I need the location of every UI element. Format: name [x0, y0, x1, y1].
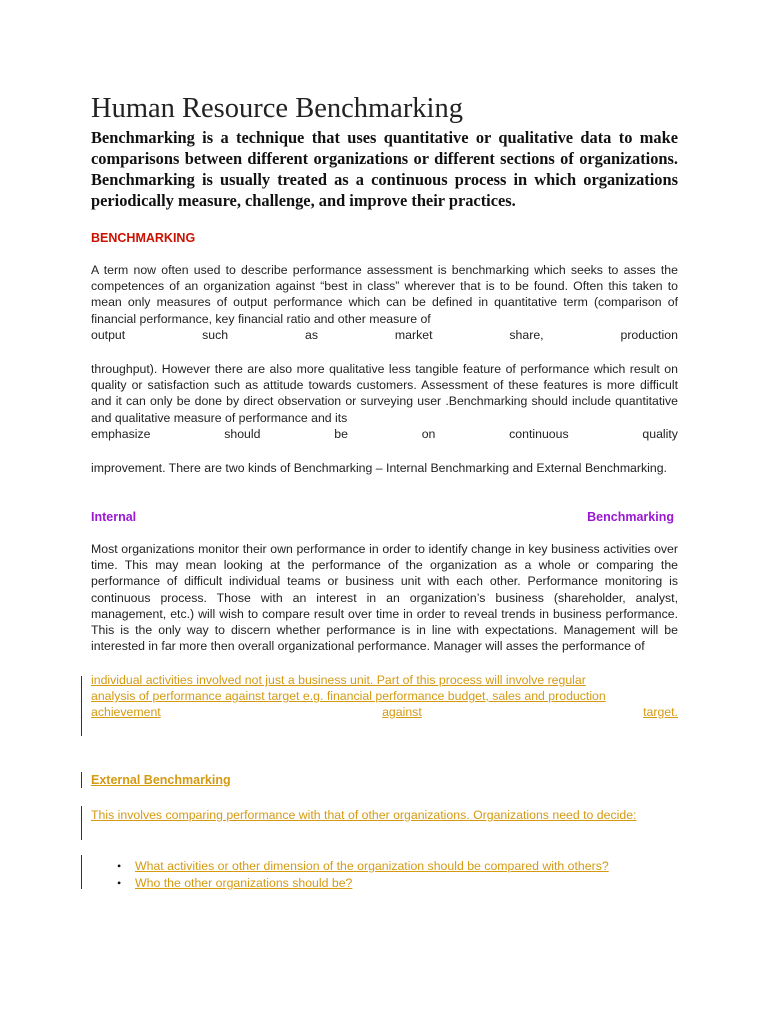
bullet-icon: • — [117, 876, 122, 890]
external-benchmarking-heading[interactable]: External Benchmarking — [91, 773, 231, 787]
benchmarking-paragraph-1-last-line: output such as market share, production — [91, 328, 678, 342]
intro-paragraph: Benchmarking is a technique that uses quantitative or qualitative data to make comparisons between different organizations or different sections of organizations. Benchmarking is usually treated as a continuous process in which organizations periodically measure, challenge, and improve their practices. — [91, 128, 678, 210]
revision-bar — [81, 855, 82, 889]
revision-bar — [81, 676, 82, 736]
internal-heading-right: Benchmarking — [587, 510, 674, 524]
bullet-item[interactable]: Who the other organizations should be? — [135, 876, 353, 890]
benchmarking-paragraph-1: A term now often used to describe performance assessment is benchmarking which seeks to asses the competences of an organization against “best in class” wherever that is to be found. Often this taken to mean only measures of output performance which can be defined in quantitative term (comparison of financial performance, key financial ratio and other measure of — [91, 263, 678, 326]
bullet-item[interactable]: What activities or other dimension of the organization should be compared with others? — [135, 859, 609, 873]
benchmarking-paragraph-2-last-line: emphasize should be on continuous quality — [91, 427, 678, 441]
page-title: Human Resource Benchmarking — [91, 93, 463, 124]
internal-heading-left: Internal — [91, 510, 137, 524]
benchmarking-heading: BENCHMARKING — [91, 231, 196, 245]
revision-bar — [81, 806, 82, 840]
internal-linked-line-2[interactable]: analysis of performance against target e.g. financial performance budget, sales and production — [91, 689, 606, 703]
internal-linked-line-3[interactable]: achievement against target. — [91, 705, 678, 719]
benchmarking-paragraph-2: throughput). However there are also more qualitative less tangible feature of performance which result on quality or satisfaction such as attitude towards customers. Assessment of these features is more difficult and it can only be done by direct observation or surveying user .Benchmarking should include quantitative and qualitative measure of performance and its — [91, 362, 678, 425]
bullet-icon: • — [117, 859, 122, 873]
external-benchmarking-paragraph[interactable]: This involves comparing performance with that of other organizations. Organizations need to decide: — [91, 808, 637, 822]
benchmarking-paragraph-3: improvement. There are two kinds of Benchmarking – Internal Benchmarking and External Benchmarking. — [91, 461, 667, 475]
internal-linked-line-1[interactable]: individual activities involved not just a business unit. Part of this process will involve regular — [91, 673, 586, 687]
internal-benchmarking-paragraph: Most organizations monitor their own performance in order to identify change in key business activities over time. This may mean looking at the performance of the organization as a whole or comparing the performance of difficult individual teams or business unit with each other. Performance monitoring is continuous process. Those with an interest in an organization’s business (shareholder, analyst, management, etc.) will wish to compare result over time in order to reveal trends in business performance. This is the only way to discern whether performance is in line with expectations. Management will be interested in far more then overall organizational performance. Manager will asses the performance of — [91, 542, 678, 654]
revision-bar — [81, 772, 82, 788]
